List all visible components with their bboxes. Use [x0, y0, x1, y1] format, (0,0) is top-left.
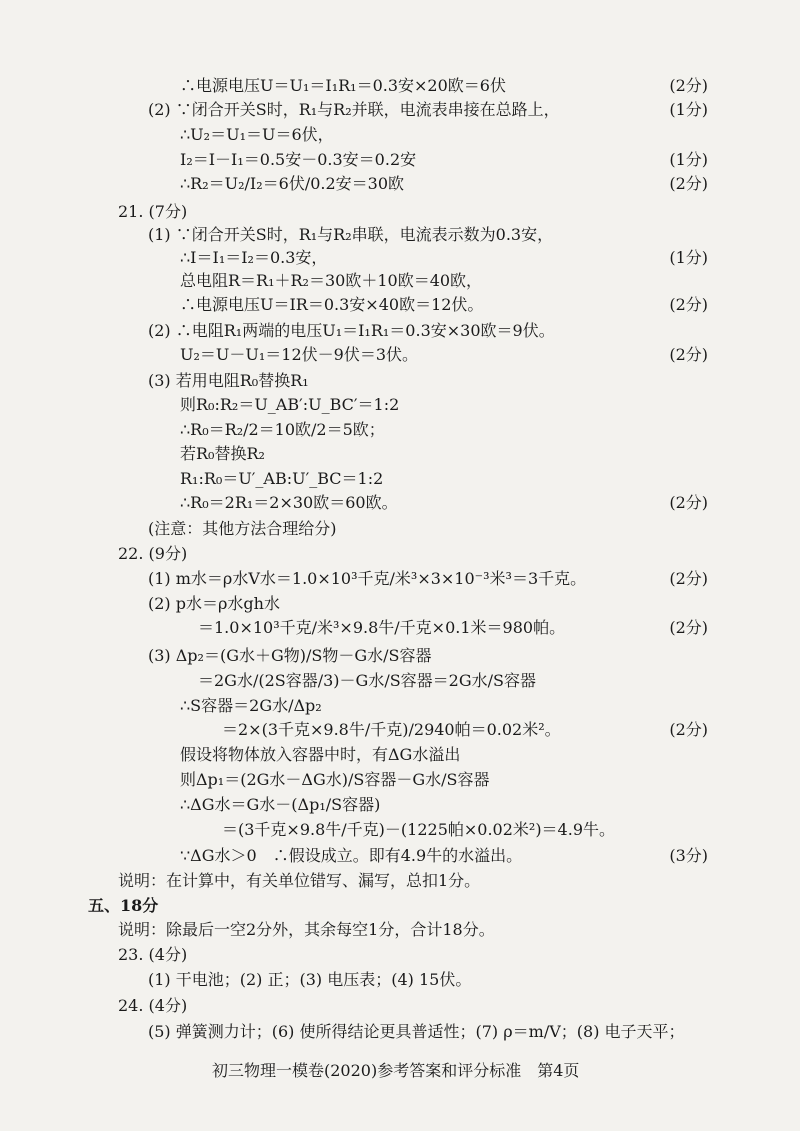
score-5: (2分) [669, 174, 708, 193]
line-39: (5) 弹簧测力计；(6) 使所得结论更具普适性；(7) ρ＝m/V；(8) 电子天平； [148, 1022, 685, 1041]
line-31: ＝(3千克×9.8牛/千克)－(1225帕×0.02米²)＝4.9牛。 [222, 820, 616, 839]
line-33: 说明：在计算中，有关单位错写、漏写，总扣1分。 [118, 871, 481, 890]
line-27: ＝2×(3千克×9.8牛/千克)/2940帕＝0.02米²。 [222, 720, 561, 739]
line-37: (1) 干电池；(2) 正；(3) 电压表；(4) 15伏。 [148, 970, 472, 989]
line-24: (3) Δp₂＝(G水＋G物)/S物－G水/S容器 [148, 646, 432, 665]
line-16: 若R₀替换R₂ [180, 444, 265, 463]
section-five-heading: 五、18分 [88, 896, 159, 915]
score-12: (2分) [669, 345, 708, 364]
line-18: ∴R₀＝2R₁＝2×30欧＝60欧。 [180, 493, 398, 512]
line-21: (1) m水＝ρ水V水＝1.0×10³千克/米³×3×10⁻³米³＝3千克。 [148, 569, 587, 588]
line-38: 24. (4分) [118, 996, 188, 1015]
page-footer: 初三物理一模卷(2020)参考答案和评分标准 第4页 [212, 1061, 580, 1080]
line-35: 说明：除最后一空2分外，其余每空1分，合计18分。 [118, 920, 495, 939]
line-5: ∴R₂＝U₂/I₂＝6伏/0.2安＝30欧 [180, 174, 405, 193]
line-29: 则Δp₁＝(2G水－ΔG水)/S容器－G水/S容器 [180, 770, 490, 789]
line-20: 22. (9分) [118, 544, 188, 563]
line-14: 则R₀:R₂＝U_AB′:U_BC′＝1:2 [180, 395, 400, 414]
line-1: ∴电源电压U＝U₁＝I₁R₁＝0.3安×20欧＝6伏 [180, 76, 506, 95]
score-8: (1分) [669, 248, 708, 267]
line-10: ∴电源电压U＝IR＝0.3安×40欧＝12伏。 [180, 295, 484, 314]
line-15: ∴R₀＝R₂/2＝10欧/2＝5欧； [180, 420, 385, 439]
line-19: (注意：其他方法合理给分) [148, 519, 337, 538]
line-6: 21. (7分) [118, 202, 188, 221]
line-23: ＝1.0×10³千克/米³×9.8牛/千克×0.1米＝980帕。 [198, 618, 566, 637]
score-2: (1分) [669, 100, 708, 119]
score-4: (1分) [669, 150, 708, 169]
score-18: (2分) [669, 493, 708, 512]
line-17: R₁:R₀＝U′_AB:U′_BC＝1:2 [180, 469, 384, 488]
line-32: ∵ΔG水＞0 ∴假设成立。即有4.9牛的水溢出。 [180, 846, 523, 865]
line-2: (2) ∵闭合开关S时，R₁与R₂并联，电流表串接在总路上， [148, 100, 560, 119]
line-4: I₂＝I－I₁＝0.5安－0.3安＝0.2安 [180, 150, 417, 169]
score-27: (2分) [669, 720, 708, 739]
line-3: ∴U₂＝U₁＝U＝6伏， [180, 125, 334, 144]
score-10: (2分) [669, 295, 708, 314]
score-32: (3分) [669, 846, 708, 865]
line-13: (3) 若用电阻R₀替换R₁ [148, 371, 309, 390]
line-26: ∴S容器＝2G水/Δp₂ [180, 696, 322, 715]
line-22: (2) p水＝ρ水gh水 [148, 594, 280, 613]
line-30: ∴ΔG水＝G水－(Δp₁/S容器) [180, 795, 381, 814]
line-12: U₂＝U－U₁＝12伏－9伏＝3伏。 [180, 345, 419, 364]
line-25: ＝2G水/(2S容器/3)－G水/S容器＝2G水/S容器 [198, 671, 536, 690]
line-11: (2) ∴电阻R₁两端的电压U₁＝I₁R₁＝0.3安×30欧＝9伏。 [148, 321, 555, 340]
line-28: 假设将物体放入容器中时，有ΔG水溢出 [180, 745, 461, 764]
line-7: (1) ∵闭合开关S时，R₁与R₂串联，电流表示数为0.3安， [148, 225, 554, 244]
line-8: ∴I＝I₁＝I₂＝0.3安， [180, 248, 328, 267]
score-23: (2分) [669, 618, 708, 637]
score-21: (2分) [669, 569, 708, 588]
score-1: (2分) [669, 76, 708, 95]
line-9: 总电阻R＝R₁＋R₂＝30欧＋10欧＝40欧， [180, 271, 483, 290]
line-36: 23. (4分) [118, 945, 188, 964]
